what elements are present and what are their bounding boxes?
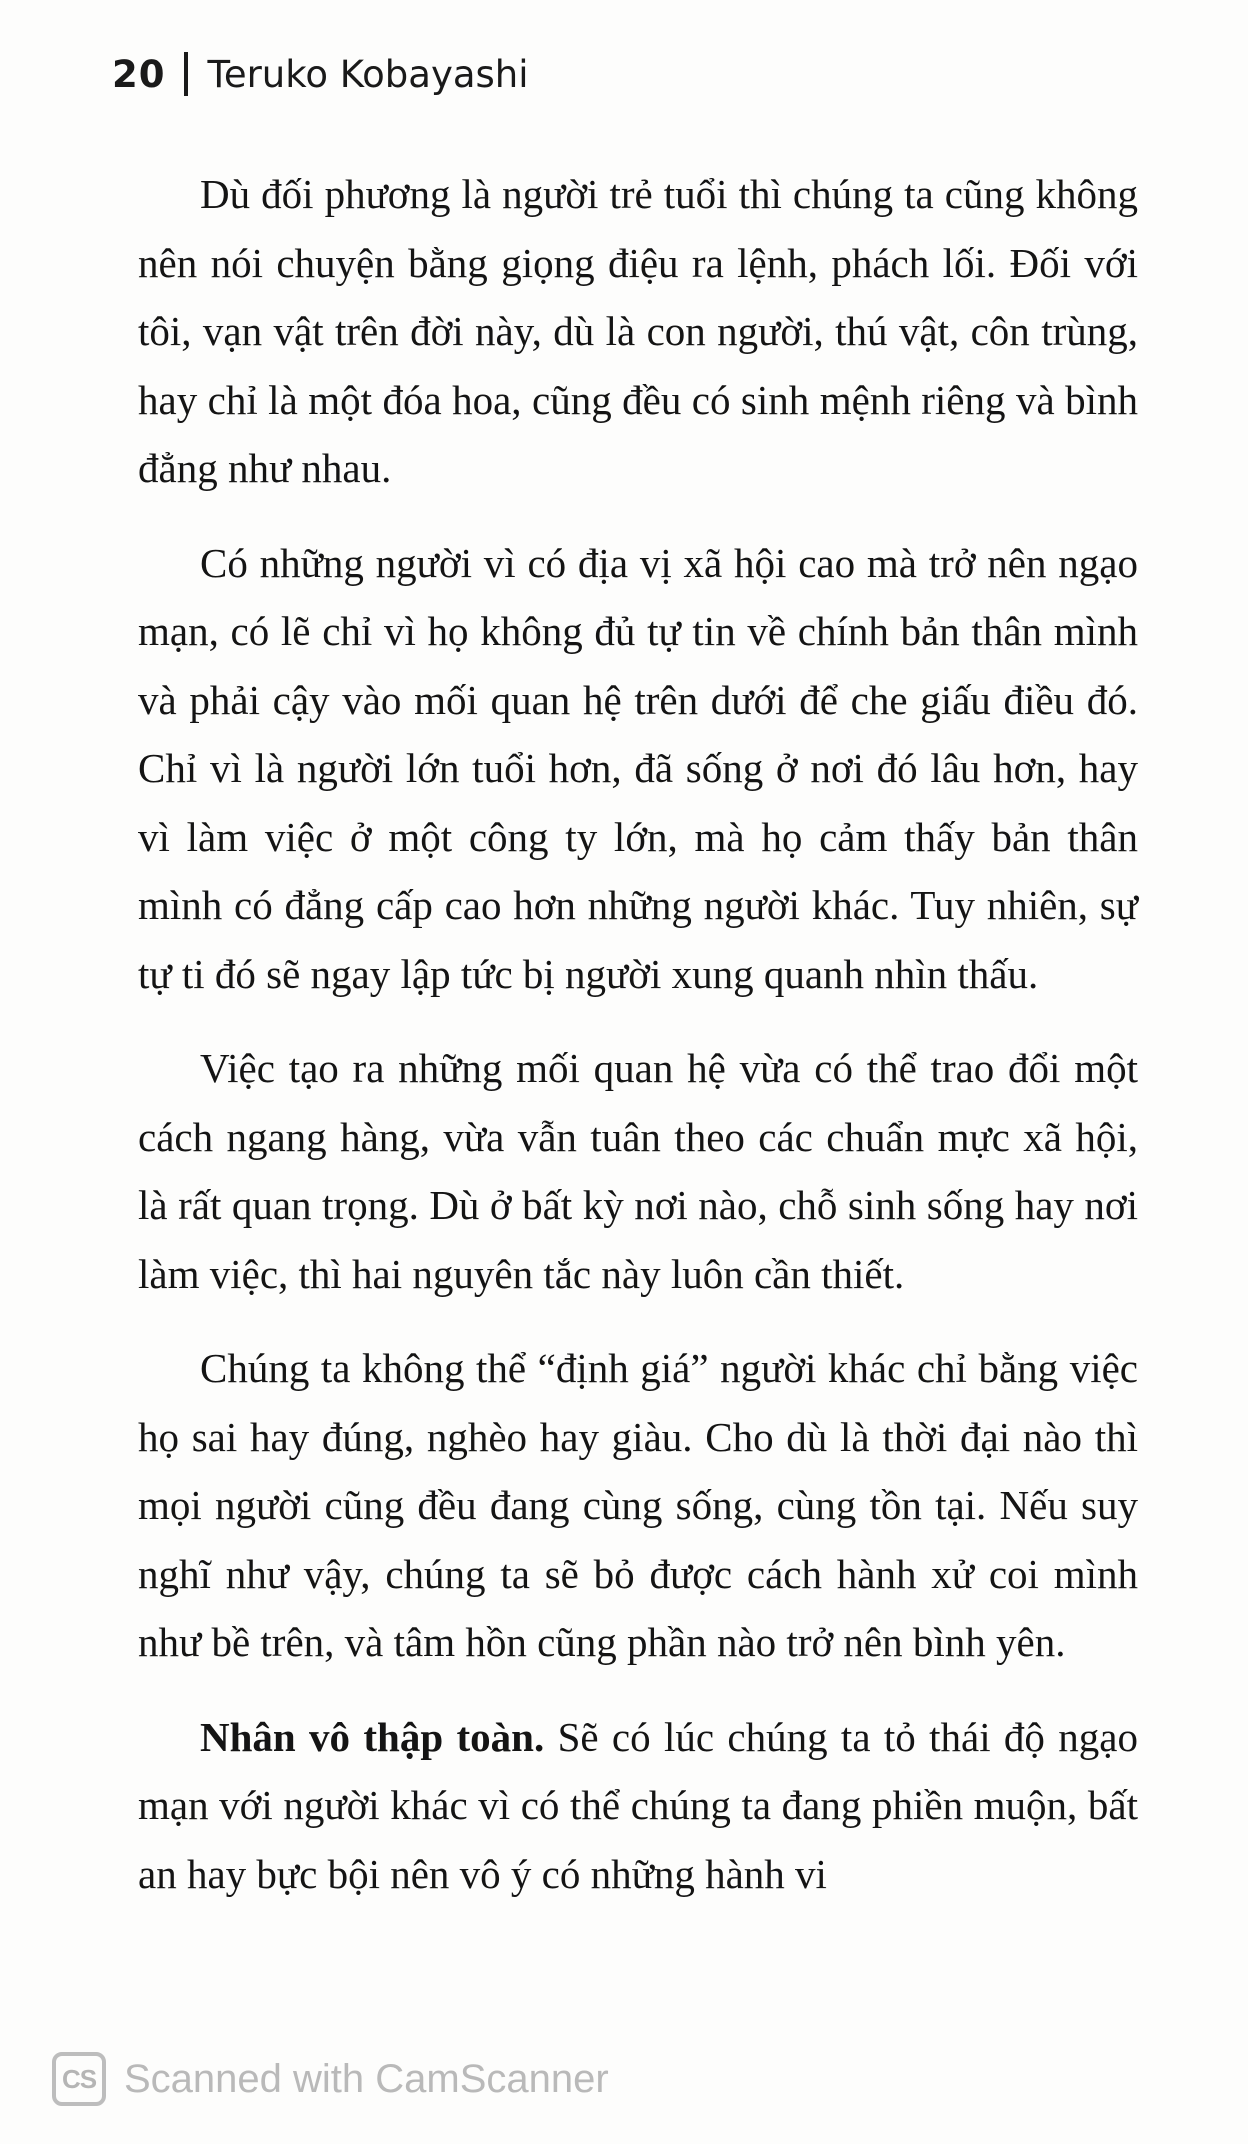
paragraph-2: [138, 529, 1138, 1009]
camscanner-logo-icon: CS: [52, 2052, 106, 2106]
paragraph-lead-bold: Nhân vô thập toàn.: [200, 1713, 545, 1760]
paragraph-text: Sẽ có lúc chúng ta tỏ thái độ ngạo mạn với người khác vì có thể chúng ta đang phiền muộn, bất an hay bực bội nên vô ý có những hành vi: [138, 1713, 1138, 1897]
paragraph-1: [138, 160, 1138, 503]
paragraph-5: [138, 1703, 1138, 1909]
paragraph-text: Có những người vì có địa vị xã hội cao mà trở nên ngạo mạn, có lẽ chỉ vì họ không đủ tự tin về chính bản thân mình và phải cậy vào mối quan hệ trên dưới để che giấu điều đó. Chỉ vì là người lớn tuổi hơn, đã sống ở nơi đó lâu hơn, hay vì làm việc ở một công ty lớn, mà họ cảm thấy bản thân mình có đẳng cấp cao hơn những người khác. Tuy nhiên, sự tự ti đó sẽ ngay lập tức bị người xung quanh nhìn thấu.: [138, 539, 1138, 997]
paragraph-3: [138, 1034, 1138, 1308]
running-header: [112, 52, 529, 96]
paragraph-4: [138, 1334, 1138, 1677]
header-divider: [184, 52, 188, 96]
paragraph-text: Dù đối phương là người trẻ tuổi thì chúng ta cũng không nên nói chuyện bằng giọng điệu ra lệnh, phách lối. Đối với tôi, vạn vật trên đời này, dù là con người, thú vật, côn trùng, hay chỉ là một đóa hoa, cũng đều có sinh mệnh riêng và bình đẳng như nhau.: [138, 171, 1138, 491]
paragraph-text: Việc tạo ra những mối quan hệ vừa có thể trao đổi một cách ngang hàng, vừa vẫn tuân theo các chuẩn mực xã hội, là rất quan trọng. Dù ở bất kỳ nơi nào, chỗ sinh sống hay nơi làm việc, thì hai nguyên tắc này luôn cần thiết.: [138, 1045, 1138, 1297]
watermark-text: Scanned with CamScanner: [124, 2056, 609, 2101]
camscanner-watermark: [52, 2052, 609, 2106]
author-name: Teruko Kobayashi: [207, 52, 529, 96]
page-number: 20: [112, 52, 166, 96]
paragraph-text: Chúng ta không thể “định giá” người khác chỉ bằng việc họ sai hay đúng, nghèo hay giàu. Cho dù là thời đại nào thì mọi người cũng đều đang cùng sống, cùng tồn tại. Nếu suy nghĩ như vậy, chúng ta sẽ bỏ được cách hành xử coi mình như bề trên, và tâm hồn cũng phần nào trở nên bình yên.: [138, 1345, 1138, 1665]
body-text: [138, 160, 1138, 1934]
